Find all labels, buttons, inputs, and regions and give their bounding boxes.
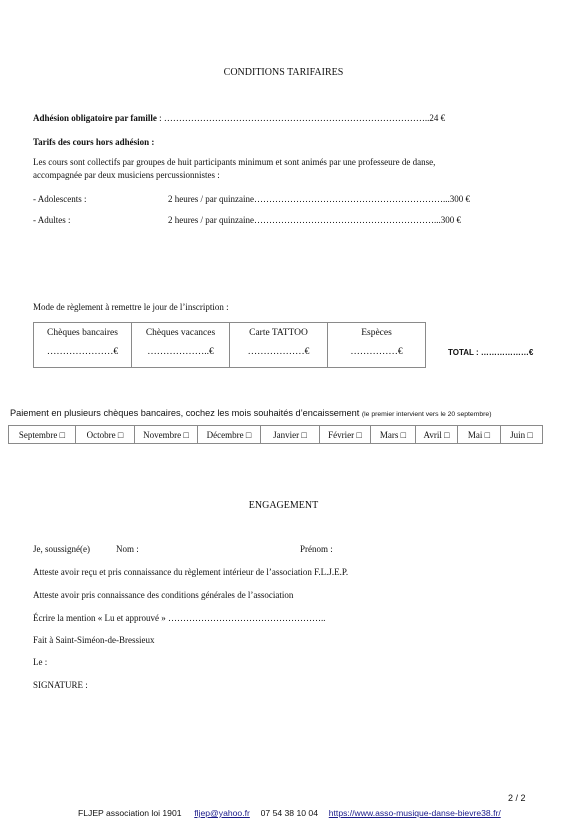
attestation-conditions: Atteste avoir pris connaissance des conditions générales de l’association [33,590,294,600]
description-line-2: accompagnée par deux musiciens percussionnistes : [33,170,220,180]
payment-method-label: Espèces [361,328,392,338]
nom-field[interactable]: Nom : [116,544,139,554]
payment-cell-cheques-vacances[interactable] [132,323,230,368]
soussigne-label: Je, soussigné(e) [33,544,90,554]
payment-total: TOTAL : ………………€ [448,348,534,357]
installments-note: (le premier intervient vers le 20 septembre) [361,411,492,418]
installments-heading-line [10,408,491,418]
payment-methods-table [33,322,426,368]
place-line: Fait à Saint-Siméon-de-Bressieux [33,635,155,645]
installments-heading: Paiement en plusieurs chèques bancaires, cochez les mois souhaités d’encaissement [10,408,360,418]
payment-amount-field: ………………€ [247,347,310,357]
payment-method-label: Chèques vacances [145,328,216,338]
payment-amount-field: ……………€ [350,347,403,357]
description-line-1: Les cours sont collectifs par groupes de huit participants minimum et sont animés par une professeure de danse, [33,157,436,167]
month-checkbox-avril[interactable]: Avril □ [416,426,458,444]
payment-cell-cheques-bancaires[interactable] [34,323,132,368]
month-checkbox-octobre[interactable]: Octobre □ [76,426,135,444]
page-title: CONDITIONS TARIFAIRES [223,67,344,78]
payment-amount-field: …………………€ [46,347,119,357]
tarifs-heading: Tarifs des cours hors adhésion : [33,137,155,147]
month-checkbox-novembre[interactable]: Novembre □ [135,426,198,444]
rate-adolescents-detail: 2 heures / par quinzaine………………………………………………………...300 € [168,194,470,204]
rate-adultes-detail: 2 heures / par quinzaine……………………………………………………...300 € [168,215,461,225]
payment-intro: Mode de règlement à remettre le jour de l’inscription : [33,302,229,312]
adhesion-label: Adhésion obligatoire par famille [33,113,157,123]
payment-cell-especes[interactable] [328,323,426,368]
signature-field[interactable]: SIGNATURE : [33,680,88,690]
payment-method-label: Chèques bancaires [47,328,118,338]
month-checkbox-decembre[interactable]: Décembre □ [198,426,261,444]
engagement-title: ENGAGEMENT [248,500,319,511]
payment-amount-field: ………………..€ [147,347,214,357]
adhesion-line [33,113,445,123]
lu-et-approuve-field[interactable]: Écrire la mention « Lu et approuvé » …………………………………………….. [33,613,326,623]
footer-email-link[interactable]: fljep@yahoo.fr [194,808,250,818]
adhesion-price: : ……………………………………………………………………………..24 € [156,113,446,123]
page-number: 2 / 2 [508,793,526,803]
footer-phone: 07 54 38 10 04 [260,808,318,818]
prenom-field[interactable]: Prénom : [300,544,333,554]
months-table [8,425,543,444]
footer-org: FLJEP association loi 1901 [78,808,182,818]
date-field[interactable]: Le : [33,657,48,667]
rate-adultes-label: - Adultes : [33,215,71,225]
footer [78,808,501,818]
payment-cell-carte-tattoo[interactable] [230,323,328,368]
month-checkbox-juin[interactable]: Juin □ [501,426,543,444]
month-checkbox-mars[interactable]: Mars □ [371,426,416,444]
month-checkbox-mai[interactable]: Mai □ [458,426,501,444]
attestation-reglement: Atteste avoir reçu et pris connaissance du règlement intérieur de l’association F.L.J.E.P. [33,567,349,577]
month-checkbox-janvier[interactable]: Janvier □ [261,426,320,444]
month-checkbox-fevrier[interactable]: Février □ [320,426,371,444]
month-checkbox-septembre[interactable]: Septembre □ [9,426,76,444]
footer-website-link[interactable]: https://www.asso-musique-danse-bievre38.fr/ [328,808,501,818]
payment-method-label: Carte TATTOO [249,328,308,338]
rate-adolescents-label: - Adolescents : [33,194,87,204]
